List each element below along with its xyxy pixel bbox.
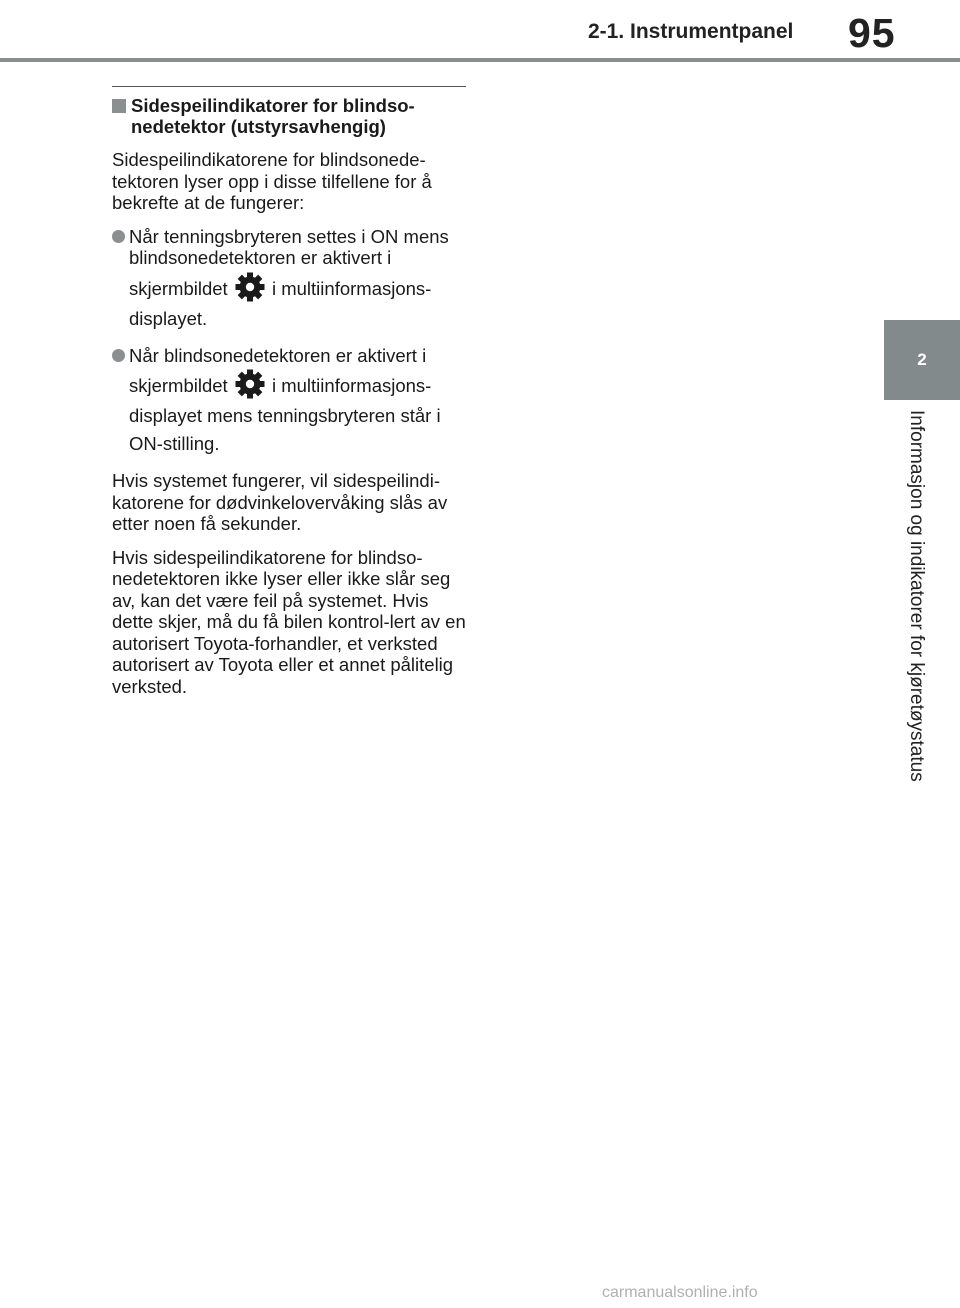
watermark: carmanualsonline.info — [602, 1284, 758, 1301]
icon-prefix-text: skjermbildet — [129, 277, 228, 299]
list-item-text-after: i multiinformasjons-displayet. — [129, 277, 432, 329]
chapter-tab[interactable] — [884, 320, 960, 400]
list-item — [112, 226, 466, 333]
icon-line — [129, 372, 466, 458]
heading-text: Sidespeilindikatorer for blindso-nedetektor (utstyrsavhengig) — [131, 95, 415, 137]
list-item-text-after: i multiinformasjons-displayet mens tenningsbryteren står i ON-stilling. — [129, 375, 441, 455]
list-item-text — [129, 345, 466, 459]
list-item-text-before: Når blindsonedetektoren er aktivert i — [129, 344, 427, 366]
main-content — [112, 86, 466, 697]
square-bullet-icon — [112, 99, 126, 113]
chapter-title: Informasjon og indikatorer for kjøretøystatus — [906, 410, 927, 782]
icon-prefix-text: skjermbildet — [129, 375, 228, 397]
round-bullet-icon — [112, 230, 125, 243]
list-item-text — [129, 226, 466, 333]
section-heading — [112, 86, 466, 137]
intro-paragraph: Sidespeilindikatorene for blindsonede-tektoren lyser opp i disse tilfellene for å bekrefte at de fungerer: — [112, 149, 432, 213]
page-number: 95 — [848, 10, 896, 56]
round-bullet-icon — [112, 349, 125, 362]
section-title: 2-1. Instrumentpanel — [588, 20, 794, 43]
fault-paragraph: Hvis sidespeilindikatorene for blindso-nedetektoren ikke lyser eller ikke slår seg av, kan det være feil på systemet. Hvis dette skjer, må du få bilen kontrol-lert av en autorisert Toyota-forhandler, et verksted autorisert av Toyota eller et annet pålitelig verksted. — [112, 546, 466, 697]
header-bar — [0, 0, 960, 62]
list-item-text-before: Når tenningsbryteren settes i ON mens blindsonedetektoren er aktivert i — [129, 225, 449, 268]
gear-icon — [235, 272, 265, 302]
icon-line — [129, 275, 466, 333]
chapter-number: 2 — [917, 350, 927, 369]
status-paragraph: Hvis systemet fungerer, vil sidespeilindi-katorene for dødvinkelovervåking slås av etter noen få sekunder. — [112, 470, 448, 535]
gear-icon — [235, 369, 265, 399]
list-item — [112, 345, 466, 459]
